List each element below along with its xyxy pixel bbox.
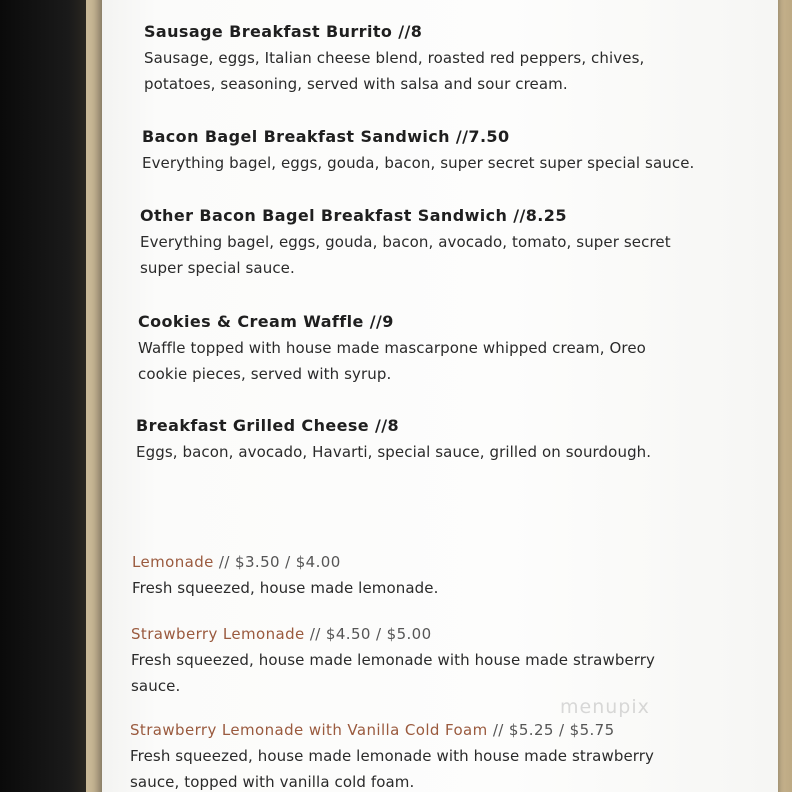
drink-title — [130, 717, 654, 743]
item-description-line: potatoes, seasoning, served with salsa and sour cream. — [144, 75, 568, 93]
item-name: Sausage Breakfast Burrito //8 — [144, 22, 423, 41]
drink-title — [132, 549, 438, 575]
item-description-line: Waffle topped with house made mascarpone whipped cream, Oreo — [138, 339, 646, 357]
drink-name: Strawberry Lemonade with Vanilla Cold Foam — [130, 721, 488, 739]
drink-title — [131, 621, 655, 647]
drink-price: // $5.25 / $5.75 — [487, 721, 615, 739]
watermark-logo: menupix — [560, 696, 650, 718]
menu-item — [142, 124, 694, 176]
item-description-line: Eggs, bacon, avocado, Havarti, special sauce, grilled on sourdough. — [136, 443, 652, 461]
drink-description-line: sauce. — [131, 677, 181, 695]
item-description-line: Everything bagel, eggs, gouda, bacon, super secret super special sauce. — [142, 154, 695, 172]
drink-price: // $4.50 / $5.00 — [304, 625, 432, 643]
drink-price: // $3.50 / $4.00 — [213, 553, 341, 571]
drink-item — [131, 621, 655, 699]
drink-item — [132, 549, 438, 601]
drink-item — [130, 717, 654, 792]
item-name: Other Bacon Bagel Breakfast Sandwich //8.25 — [140, 206, 567, 225]
item-description-line: Sausage, eggs, Italian cheese blend, roasted red peppers, chives, — [144, 49, 645, 67]
drink-description-line: Fresh squeezed, house made lemonade with house made strawberry — [130, 747, 655, 765]
menu-item — [140, 203, 671, 281]
item-name: Bacon Bagel Breakfast Sandwich //7.50 — [142, 127, 510, 146]
item-name: Cookies & Cream Waffle //9 — [138, 312, 394, 331]
item-description-line: Everything bagel, eggs, gouda, bacon, avocado, tomato, super secret — [140, 233, 671, 251]
menu-item — [144, 19, 644, 97]
menu-item — [136, 413, 651, 465]
drink-description-line: sauce, topped with vanilla cold foam. — [130, 773, 415, 791]
drink-description-line: Fresh squeezed, house made lemonade with house made strawberry — [131, 651, 656, 669]
drink-name: Lemonade — [132, 553, 214, 571]
item-description-line: super special sauce. — [140, 259, 295, 277]
drink-name: Strawberry Lemonade — [131, 625, 305, 643]
menu-item — [138, 309, 646, 387]
item-name: Breakfast Grilled Cheese //8 — [136, 416, 400, 435]
drink-description-line: Fresh squeezed, house made lemonade. — [132, 579, 439, 597]
item-description-line: cookie pieces, served with syrup. — [138, 365, 392, 383]
